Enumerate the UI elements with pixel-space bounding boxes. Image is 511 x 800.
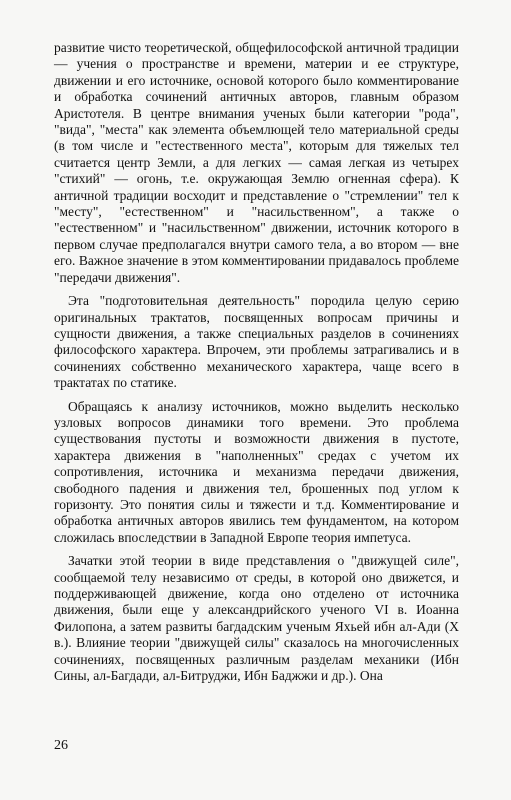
paragraph-1: развитие чисто теоретической, общефилософской античной традиции — учения о пространстве и времени, материи и ее структуре, движении и его источнике, основой которого было комментирование и обработка сочинений античных авторов, главным образом Аристотеля. В центре внимания ученых были категории "рода", "вида", "места" как элемента объемлющей тело материальной среды (в том числе и "естественного места", которым для тяжелых тел считается центр Земли, а для легких — самая легкая из четырех "стихий" — огонь, т.е. окружающая Землю огненная сфера). К античной традиции восходит и представление о "стремлении" тел к "месту", "естественном" и "насильственном", а также о "естественном" и "насильственном" движении, источник которого в первом случае предполагался внутри самого тела, а во втором — вне его. Важное значение в этом комментировании придавалось проблеме "передачи движения". — [54, 40, 459, 285]
page-number: 26 — [54, 738, 68, 753]
paragraph-4: Зачатки этой теории в виде представления о "движущей силе", сообщаемой телу независимо от среды, в которой оно движется, и поддерживающей движение, когда оно отделено от источника движения, были еще у александрийского ученого VI в. Иоанна Филопона, а затем развиты багдадским ученым Яхьей ибн ал-Ади (X в.). Влияние теории "движущей силы" сказалось на многочисленных сочинениях, посвященных различным разделам механики (Ибн Сины, ал-Багдади, ал-Битруджи, Ибн Баджжи и др.). Она — [54, 553, 459, 684]
paragraph-2: Эта "подготовительная деятельность" породила целую серию оригинальных трактатов, посвященных вопросам причины и сущности движения, а также специальных разделов в сочинениях философского характера. Впрочем, эти проблемы затрагивались и в сочинениях собственно механического характера, чаще всего в трактатах по статике. — [54, 293, 459, 391]
paragraph-3: Обращаясь к анализу источников, можно выделить несколько узловых вопросов динамики того времени. Это проблема существования пустоты и возможности движения в пустоте, характера движения в "наполненных" средах с учетом их сопротивления, источника и механизма передачи движения, свободного падения и движения тел, брошенных под углом к горизонту. Это понятия силы и тяжести и т.д. Комментирование и обработка античных авторов явились тем фундаментом, на котором сложилась впоследствии в Западной Европе теория импетуса. — [54, 398, 459, 545]
body-text — [54, 40, 459, 684]
